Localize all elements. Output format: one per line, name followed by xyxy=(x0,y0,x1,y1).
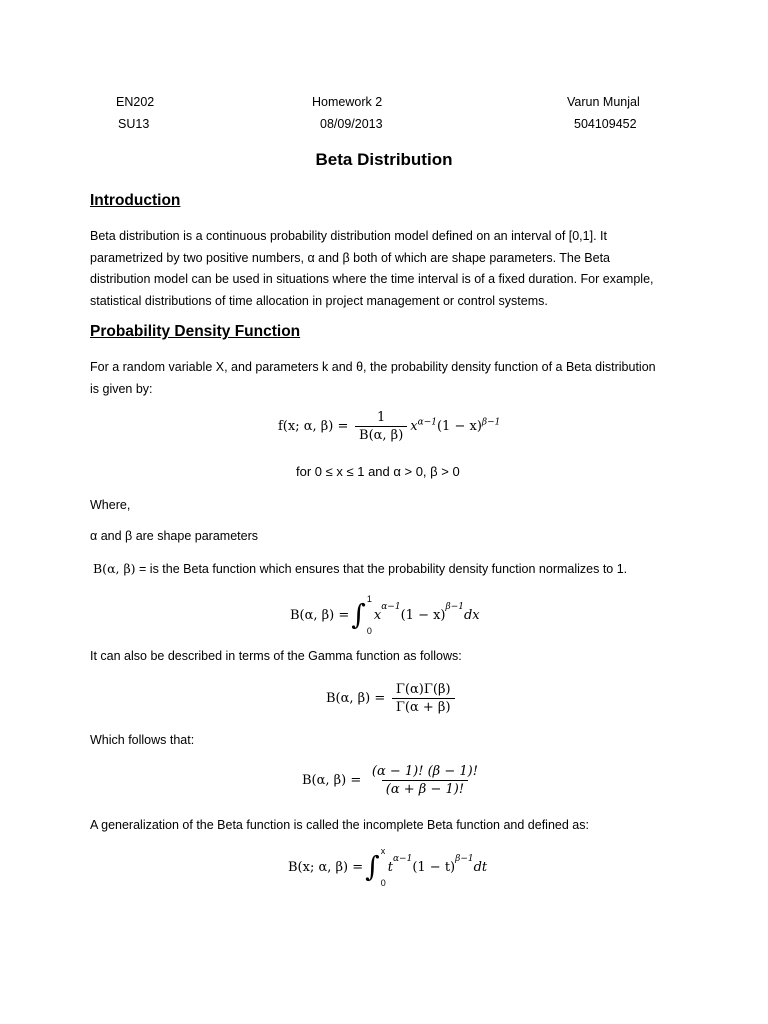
follows-text: Which follows that: xyxy=(90,733,195,747)
eq2-lower: 0 xyxy=(366,626,372,636)
eq3-fraction xyxy=(392,682,455,715)
eq4-fraction xyxy=(368,764,482,797)
assignment-date: 08/09/2013 xyxy=(320,117,383,131)
eq2-upper: 1 xyxy=(366,594,372,604)
eq1-denominator: B(α, β) xyxy=(355,426,407,443)
eq4-denominator: (α + β − 1)! xyxy=(382,780,468,797)
integral-symbol: ∫ xyxy=(351,598,366,631)
eq3-lhs: B(α, β) = xyxy=(326,690,386,706)
eq5-exp-a: α−1 xyxy=(392,854,413,864)
pdf-condition: for 0 ≤ x ≤ 1 and α > 0, β > 0 xyxy=(296,464,460,479)
gamma-intro-text: It can also be described in terms of the Gamma function as follows: xyxy=(90,649,462,663)
eq1-exp-a: α−1 xyxy=(417,417,437,428)
eq5-exp-b: β−1 xyxy=(455,854,474,864)
integral-sign xyxy=(351,594,372,636)
pdf-equation xyxy=(278,410,500,443)
eq1-one-minus-x: (1 − x) xyxy=(436,418,482,434)
gamma-equation xyxy=(326,682,458,715)
eq5-dt: dt xyxy=(473,859,488,875)
author-name: Varun Munjal xyxy=(567,95,640,109)
eq2-mid: (1 − x) xyxy=(400,607,446,623)
eq2-exp-b: β−1 xyxy=(445,602,464,612)
eq5-upper: x xyxy=(380,846,386,856)
eq2-exp-a: α−1 xyxy=(381,602,401,612)
eq2-lhs: B(α, β) = xyxy=(290,607,350,623)
integral-limits xyxy=(381,846,386,888)
eq4-numerator: (α − 1)! (β − 1)! xyxy=(371,764,478,779)
introduction-paragraph xyxy=(90,226,690,312)
integral-sign xyxy=(365,846,386,888)
eq5-lower: 0 xyxy=(380,878,386,888)
eq5-lhs: B(x; α, β) = xyxy=(288,859,364,875)
intro-line: Beta distribution is a continuous probability distribution model defined on an interval of [0,1]. It xyxy=(90,229,607,243)
intro-line: distribution model can be used in situations where the time interval is of a fixed duration. For example, xyxy=(90,272,654,286)
page-title: Beta Distribution xyxy=(315,150,453,169)
eq1-numerator: 1 xyxy=(377,410,386,425)
eq1-exp-b: β−1 xyxy=(481,417,501,428)
incomplete-beta-text: A generalization of the Beta function is called the incomplete Beta function and defined as: xyxy=(90,818,589,832)
factorial-equation xyxy=(302,764,485,797)
assignment-name: Homework 2 xyxy=(312,95,383,109)
term: SU13 xyxy=(118,117,150,131)
pdf-heading: Probability Density Function xyxy=(90,323,301,340)
eq5-mid: (1 − t) xyxy=(412,859,456,875)
eq3-numerator: Γ(α)Γ(β) xyxy=(395,682,451,697)
eq3-denominator: Γ(α + β) xyxy=(392,698,455,715)
intro-line: parametrized by two positive numbers, α and β both of which are shape parameters. The Beta xyxy=(90,250,611,265)
beta-function-description xyxy=(93,561,627,576)
incomplete-beta-equation xyxy=(288,846,487,888)
integral-symbol: ∫ xyxy=(365,850,380,883)
eq1-fraction xyxy=(355,410,407,443)
introduction-heading: Introduction xyxy=(90,192,181,209)
eq2-dx: dx xyxy=(463,607,480,623)
pdf-intro-paragraph xyxy=(90,357,690,400)
student-id: 504109452 xyxy=(574,117,637,131)
eq1-lhs: f(x; α, β) = xyxy=(278,418,349,434)
eq4-lhs: B(α, β) = xyxy=(302,772,362,788)
pdf-intro-line: is given by: xyxy=(90,381,153,396)
where-text: Where, xyxy=(90,498,131,512)
beta-integral-equation xyxy=(290,594,480,636)
integral-limits xyxy=(367,594,372,636)
eq2-x: x xyxy=(373,607,382,623)
intro-line: statistical distributions of time allocation in project management or control systems. xyxy=(90,293,548,308)
eq1-x: x xyxy=(410,418,418,434)
shape-params-text: α and β are shape parameters xyxy=(90,529,258,543)
beta-fn-text: = is the Beta function which ensures that the probability density function normalizes to 1. xyxy=(135,562,628,576)
course-code: EN202 xyxy=(116,95,155,109)
pdf-intro-line: For a random variable X, and parameters k and θ, the probability density function of a Beta distribution xyxy=(90,360,656,374)
eq5-t: t xyxy=(387,859,393,875)
beta-fn-symbol: B(α, β) xyxy=(93,561,136,576)
